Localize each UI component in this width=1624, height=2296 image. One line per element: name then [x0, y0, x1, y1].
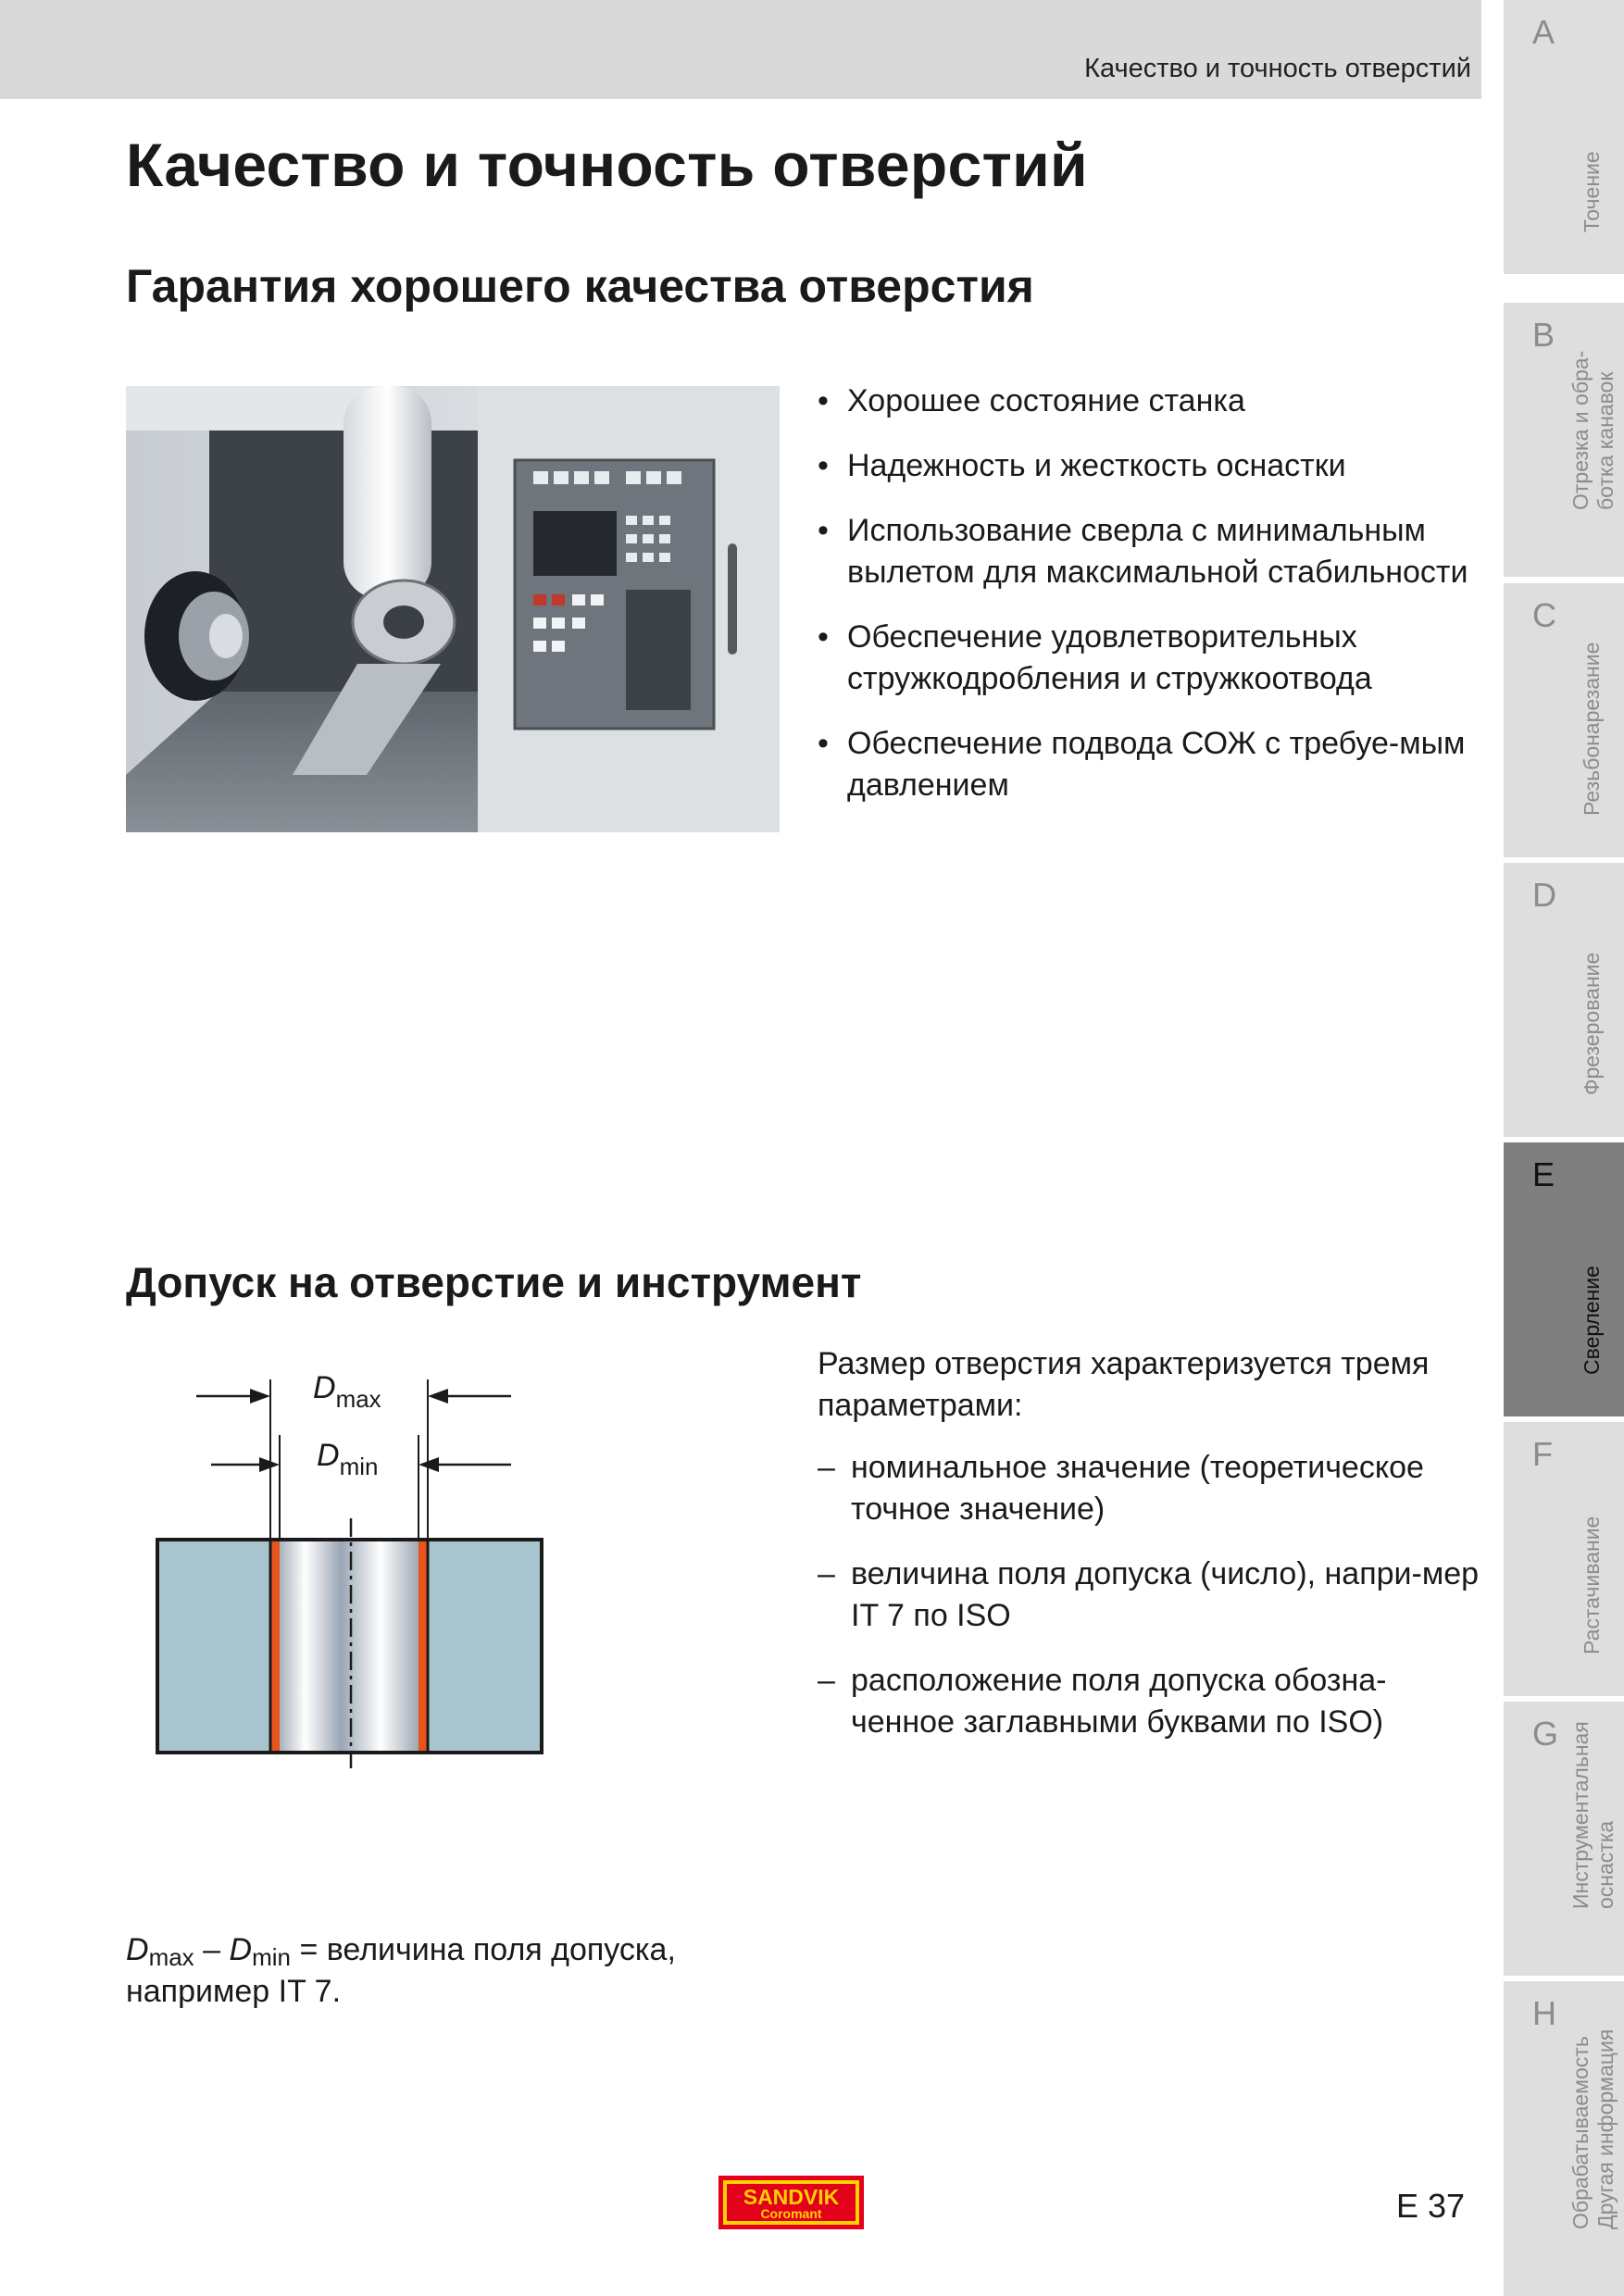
tolerance-param-list: [818, 1447, 1484, 1766]
chapter-tab-c[interactable]: C Резьбонарезание: [1504, 583, 1624, 857]
list-item: – величина поля допуска (число), напри-мер IT 7 по ISO: [818, 1556, 1480, 1633]
sandvik-logo: [718, 2176, 864, 2229]
tolerance-intro: Размер отверстия характеризуется тремя параметрами:: [818, 1346, 1430, 1423]
chapter-tab-f[interactable]: F Растачивание: [1504, 1422, 1624, 1696]
chapter-tab-g[interactable]: G Инструментальная оснастка: [1504, 1702, 1624, 1976]
list-item: • Хорошее состояние станка: [818, 383, 1245, 418]
machine-photo: [126, 386, 780, 832]
list-item: • Надежность и жесткость оснастки: [818, 448, 1346, 483]
chapter-tab-d[interactable]: D Фрезерование: [1504, 863, 1624, 1137]
dmin-label: $D_{min}$: [317, 1438, 379, 1480]
running-head: Качество и точность отверстий: [1084, 54, 1471, 83]
section-title-quality: Гарантия хорошего качества отверстия: [126, 260, 1034, 312]
list-item: – расположение поля допуска обозна-ченное заглавными буквами по ISO): [818, 1663, 1387, 1740]
chapter-tab-a[interactable]: A Точение: [1504, 0, 1624, 274]
page-number: E 37: [1396, 2187, 1466, 2225]
svg-text:Coromant: Coromant: [760, 2206, 822, 2221]
tolerance-formula: $D_{max} - D_{min}$ = величина поля допуска, например IT 7.: [126, 1932, 676, 2009]
dmax-label: $D_{max}$: [313, 1370, 381, 1413]
list-item: • Использование сверла с минимальным вылетом для максимальной стабильности: [818, 513, 1468, 590]
tolerance-diagram: [148, 1361, 556, 1778]
page-title: Качество и точность отверстий: [126, 131, 1088, 199]
list-item: • Обеспечение удовлетворительных стружкодробления и стружкоотвода: [818, 619, 1372, 696]
quality-bullet-list: [818, 381, 1484, 830]
chapter-tab-e[interactable]: E Сверление: [1504, 1142, 1624, 1416]
chapter-tab-b[interactable]: B Отрезка и обра- ботка канавок: [1504, 303, 1624, 577]
list-item: – номинальное значение (теоретическое точное значение): [818, 1450, 1424, 1527]
section-title-tolerance: Допуск на отверстие и инструмент: [126, 1258, 862, 1306]
list-item: • Обеспечение подвода СОЖ с требуе-мым давлением: [818, 726, 1466, 803]
svg-text:SANDVIK: SANDVIK: [743, 2185, 840, 2209]
chapter-tab-h[interactable]: H Обрабатываемость Другая информация: [1504, 1981, 1624, 2296]
